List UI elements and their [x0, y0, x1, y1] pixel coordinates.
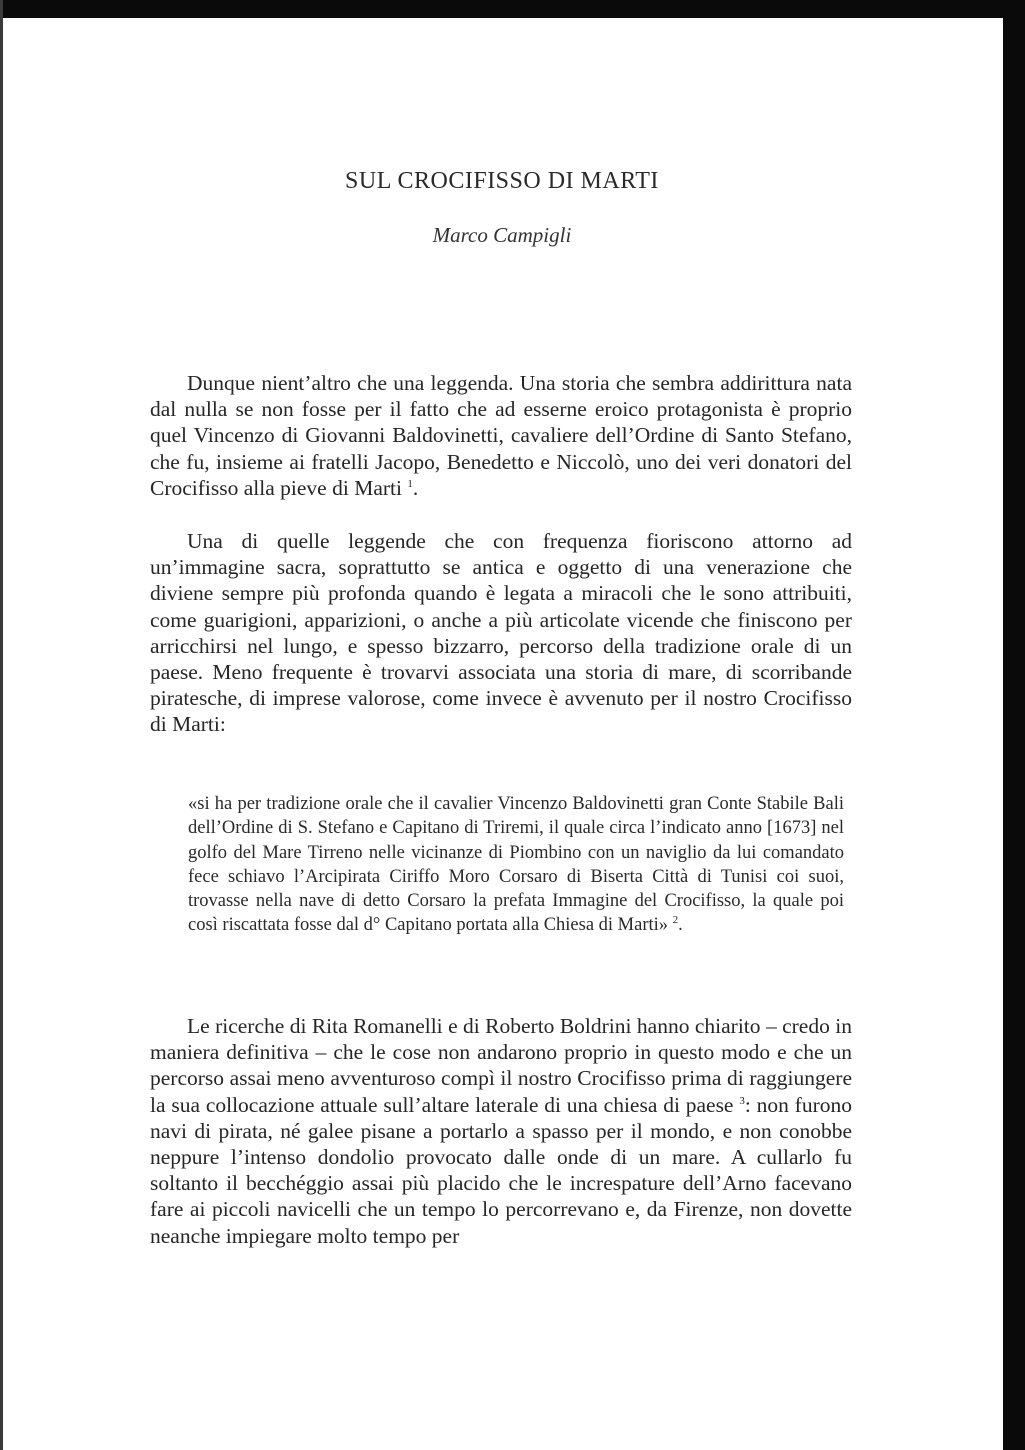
footnote-ref-1: 1	[407, 477, 413, 490]
footnote-ref-3: 3	[739, 1094, 745, 1107]
paragraph-3	[150, 1013, 852, 1249]
quote-end: .	[678, 915, 683, 936]
scan-border-top	[0, 0, 1025, 18]
paragraph-2-text: Una di quelle leggende che con frequenza fioriscono attorno ad un’immagine sacra, soprattutto se antica e oggetto di una venerazione che diviene sempre più profonda quando è legata a miracoli che le sono attribuiti, come guarigioni, apparizioni, o anche a più articolate vicende che finiscono per arricchirsi nel lungo, e spesso bizzarro, percorso della tradizione orale di un paese. Meno frequente è trovarvi associata una storia di mare, di scorribande piratesche, di imprese valorose, come invece è avvenuto per il nostro Crocifisso di Marti:	[150, 529, 852, 737]
document-page	[3, 18, 1001, 1450]
block-quote	[188, 792, 844, 938]
paragraph-1-text: Dunque nient’altro che una leggenda. Una storia che sembra addirittura nata dal nulla se non fosse per il fatto che ad esserne eroico protagonista è proprio quel Vincenzo di Giovanni Baldovinetti, cavaliere dell’Ordine di Santo Stefano, che fu, insieme ai fratelli Jacopo, Benedetto e Niccolò, uno dei veri donatori del Crocifisso alla pieve di Marti	[150, 371, 852, 500]
paragraph-2	[150, 528, 852, 738]
quote-text: «si ha per tradizione orale che il cavalier Vincenzo Baldovinetti gran Conte Stabile Bali dell’Ordine di S. Stefano e Capitano di Triremi, il quale circa l’indicato anno [1673] nel golfo del Mare Tirreno nelle vicinanze di Piombino con un naviglio da lui comandato fece schiavo l’Arcipirata Ciriffo Moro Corsaro di Biserta Città di Tunisi coi suoi, trovasse nella nave di detto Corsaro la prefata Immagine del Crocifisso, la quale poi così riscattata fosse dal d° Capitano portata alla Chiesa di Marti»	[188, 794, 844, 936]
paragraph-3-text-before: Le ricerche di Rita Romanelli e di Roberto Boldrini hanno chiarito – credo in maniera definitiva – che le cose non andarono proprio in questo modo e che un percorso assai meno avventuroso compì il nostro Crocifisso prima di raggiungere la sua collocazione attuale sull’altare laterale di una chiesa di paese	[150, 1014, 852, 1117]
paragraph-3-text-after: : non furono navi di pirata, né galee pisane a portarlo a spasso per il mondo, e non conobbe neppure l’intenso dondolio provocato dalle onde di un mare. A cullarlo fu soltanto il becchéggio assai più placido che le increspature dell’Arno facevano fare ai piccoli navicelli che un tempo lo percorrevano e, da Firenze, non dovette neanche impiegare molto tempo per	[150, 1092, 852, 1248]
paragraph-1	[150, 370, 852, 501]
paragraph-1-end: .	[412, 475, 419, 500]
article-title: SUL CROCIFISSO DI MARTI	[345, 168, 659, 194]
article-author: Marco Campigli	[432, 223, 572, 247]
footnote-ref-2: 2	[672, 914, 679, 927]
scan-border-right	[1003, 0, 1025, 1450]
